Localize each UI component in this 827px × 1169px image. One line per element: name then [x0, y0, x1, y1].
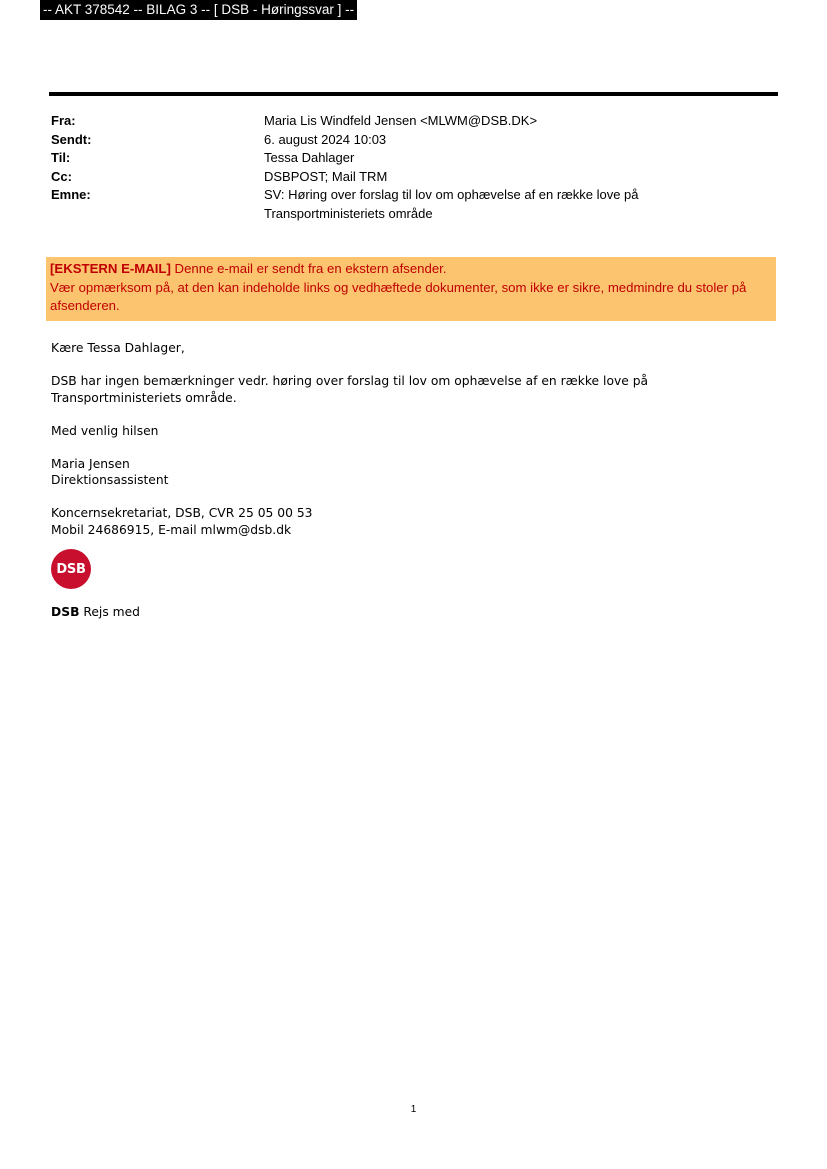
logo-text: DSB	[56, 561, 86, 577]
header-label: Til:	[51, 150, 71, 165]
email-headers	[51, 112, 771, 223]
warning-line-1	[50, 260, 772, 279]
header-subject	[51, 186, 771, 223]
header-value: Maria Lis Windfeld Jensen <MLWM@DSB.DK>	[264, 113, 538, 128]
header-divider	[49, 92, 778, 96]
signature-department: Koncernsekretariat, DSB, CVR 25 05 00 53	[51, 506, 313, 520]
warning-line-2: Vær opmærksom på, at den kan indeholde links og vedhæftede dokumenter, som ikke er sikre, medmindre du stoler på afsenderen.	[50, 279, 747, 313]
page-number: 1	[410, 1104, 417, 1115]
header-to	[51, 149, 771, 168]
header-sent	[51, 131, 771, 150]
header-label: Fra:	[51, 113, 76, 128]
email-body	[51, 340, 751, 538]
signature-name: Maria Jensen	[51, 456, 130, 471]
header-label: Sendt:	[51, 131, 92, 147]
dsb-logo	[51, 549, 91, 589]
body-paragraph: DSB har ingen bemærkninger vedr. høring over forslag til lov om ophævelse af en række love på Transportministeriets område.	[51, 374, 649, 405]
header-value: 6. august 2024 10:03	[264, 131, 387, 147]
greeting: Kære Tessa Dahlager,	[51, 341, 185, 355]
header-label: Cc:	[51, 168, 72, 184]
tagline	[51, 604, 140, 621]
external-email-warning	[46, 257, 776, 321]
header-value: Tessa Dahlager	[264, 150, 355, 165]
document-stamp: -- AKT 378542 -- BILAG 3 -- [ DSB - Høringssvar ] --	[40, 0, 357, 20]
tagline-brand: DSB	[51, 605, 80, 619]
header-value: SV: Høring over forslag til lov om ophævelse af en række love på Transportministeriets område	[264, 187, 639, 221]
warning-text: Denne e-mail er sendt fra en ekstern afsender.	[170, 261, 447, 276]
header-from	[51, 112, 771, 131]
warning-tag: [EKSTERN E-MAIL]	[50, 261, 171, 276]
header-cc	[51, 168, 771, 187]
header-value: DSBPOST; Mail TRM	[264, 168, 388, 184]
header-label: Emne:	[51, 187, 91, 202]
closing: Med venlig hilsen	[51, 423, 159, 438]
signature-contact: Mobil 24686915, E-mail mlwm@dsb.dk	[51, 522, 292, 537]
signature-title: Direktionsassistent	[51, 473, 169, 487]
tagline-text: Rejs med	[79, 605, 140, 619]
